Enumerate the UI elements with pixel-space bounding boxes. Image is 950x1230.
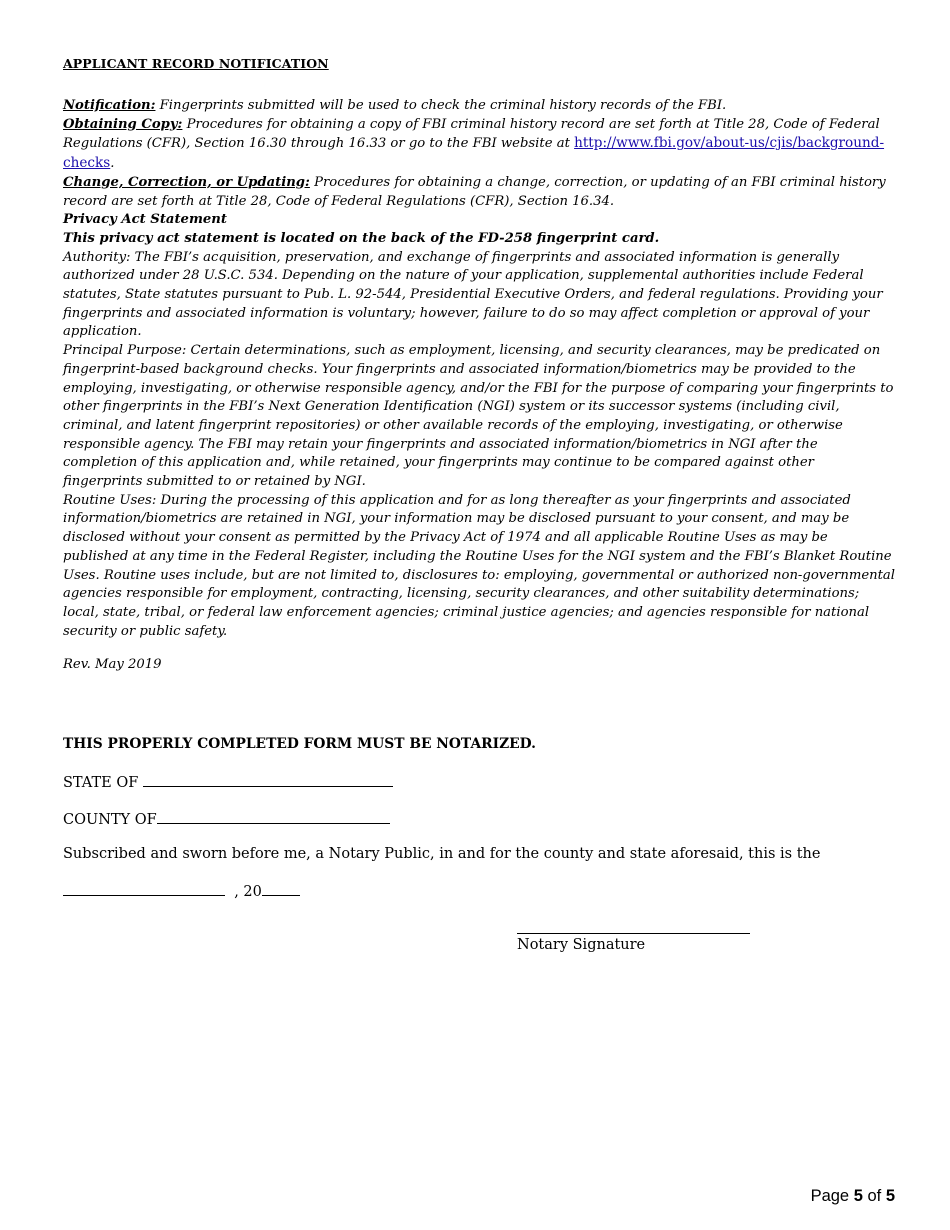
- change-paragraph: [63, 174, 895, 211]
- notification-text: Fingerprints submitted will be used to check the criminal history records of the FBI.: [155, 98, 727, 113]
- state-label: STATE OF: [63, 775, 143, 791]
- obtaining-copy-label: Obtaining Copy:: [63, 116, 183, 132]
- total-pages: 5: [885, 1187, 895, 1205]
- notary-signature-field[interactable]: [517, 933, 750, 934]
- day-field[interactable]: [63, 882, 225, 896]
- notice-body: [63, 97, 895, 641]
- county-label: COUNTY OF: [63, 812, 157, 828]
- county-row: [63, 810, 390, 828]
- county-field[interactable]: [157, 810, 390, 824]
- year-field[interactable]: [262, 882, 300, 896]
- privacy-act-location: This privacy act statement is located on the back of the FD-258 fingerprint card.: [63, 230, 660, 246]
- page-title: APPLICANT RECORD NOTIFICATION: [63, 56, 329, 71]
- notification-paragraph: [63, 97, 895, 116]
- change-label: Change, Correction, or Updating:: [63, 174, 310, 190]
- notary-signature-label: Notary Signature: [517, 937, 646, 953]
- fbi-background-checks-link[interactable]: http://www.fbi.gov/about-us/cjis/background-checks: [63, 135, 885, 172]
- obtaining-copy-text: Procedures for obtaining a copy of FBI criminal history record are set forth at Title 28, Code of Federal Regulations (CFR), Section 16.30 through 16.33 or go to the FBI website at: [63, 116, 880, 152]
- principal-purpose-paragraph: Principal Purpose: Certain determinations, such as employment, licensing, and security clearances, may be predicated on fingerprint-based background checks. Your fingerprints and associated information/biometrics may be provided to the employing, investigating, or otherwise responsible agency, and/or the FBI for the purpose of comparing your fingerprints to other fingerprints in the FBI’s Next Generation Identification (NGI) system or its successor systems (including civil, criminal, and latent fingerprint repositories) or other available records of the employing, investigating, or otherwise responsible agency. The FBI may retain your fingerprints and associated information/biometrics in NGI after the completion of this application and, while retained, your fingerprints may continue to be compared against other fingerprints submitted to or retained by NGI.: [63, 343, 894, 490]
- state-field[interactable]: [143, 773, 393, 787]
- page-number: [811, 1187, 895, 1206]
- notary-heading: THIS PROPERLY COMPLETED FORM MUST BE NOTARIZED.: [63, 736, 536, 752]
- obtaining-copy-end: .: [110, 156, 115, 172]
- date-row: [63, 882, 300, 900]
- state-row: [63, 773, 393, 791]
- obtaining-copy-paragraph: [63, 116, 895, 174]
- notification-label: Notification:: [63, 98, 156, 113]
- current-page: 5: [853, 1187, 863, 1205]
- authority-paragraph: Authority: The FBI’s acquisition, preservation, and exchange of fingerprints and associated information is generally authorized under 28 U.S.C. 534. Depending on the nature of your application, supplemental authorities include Federal statutes, State statutes pursuant to Pub. L. 92-544, Presidential Executive Orders, and federal regulations. Providing your fingerprints and associated information is voluntary; however, failure to do so may affect completion or approval of your application.: [63, 249, 883, 340]
- routine-uses-paragraph: Routine Uses: During the processing of this application and for as long thereafter as your fingerprints and associated information/biometrics are retained in NGI, your information may be disclosed pursuant to your consent, and may be disclosed without your consent as permitted by the Privacy Act of 1974 and all applicable Routine Uses as may be published at any time in the Federal Register, including the Routine Uses for the NGI system and the FBI’s Blanket Routine Uses. Routine uses include, but are not limited to, disclosures to: employing, governmental or authorized non-governmental agencies responsible for employment, contracting, licensing, security clearances, and other suitability determinations; local, state, tribal, or federal law enforcement agencies; criminal justice agencies; and agencies responsible for national security or public safety.: [63, 492, 896, 639]
- revision-date: Rev. May 2019: [63, 657, 162, 672]
- privacy-act-title: Privacy Act Statement: [63, 212, 227, 228]
- sworn-statement: Subscribed and sworn before me, a Notary Public, in and for the county and state aforesaid, this is the: [63, 846, 821, 862]
- page-word: Page: [810, 1187, 854, 1205]
- change-text: Procedures for obtaining a change, correction, or updating of an FBI criminal history record are set forth at Title 28, Code of Federal Regulations (CFR), Section 16.34.: [63, 174, 886, 209]
- of-word: of: [862, 1187, 886, 1205]
- year-prefix: , 20: [234, 884, 262, 900]
